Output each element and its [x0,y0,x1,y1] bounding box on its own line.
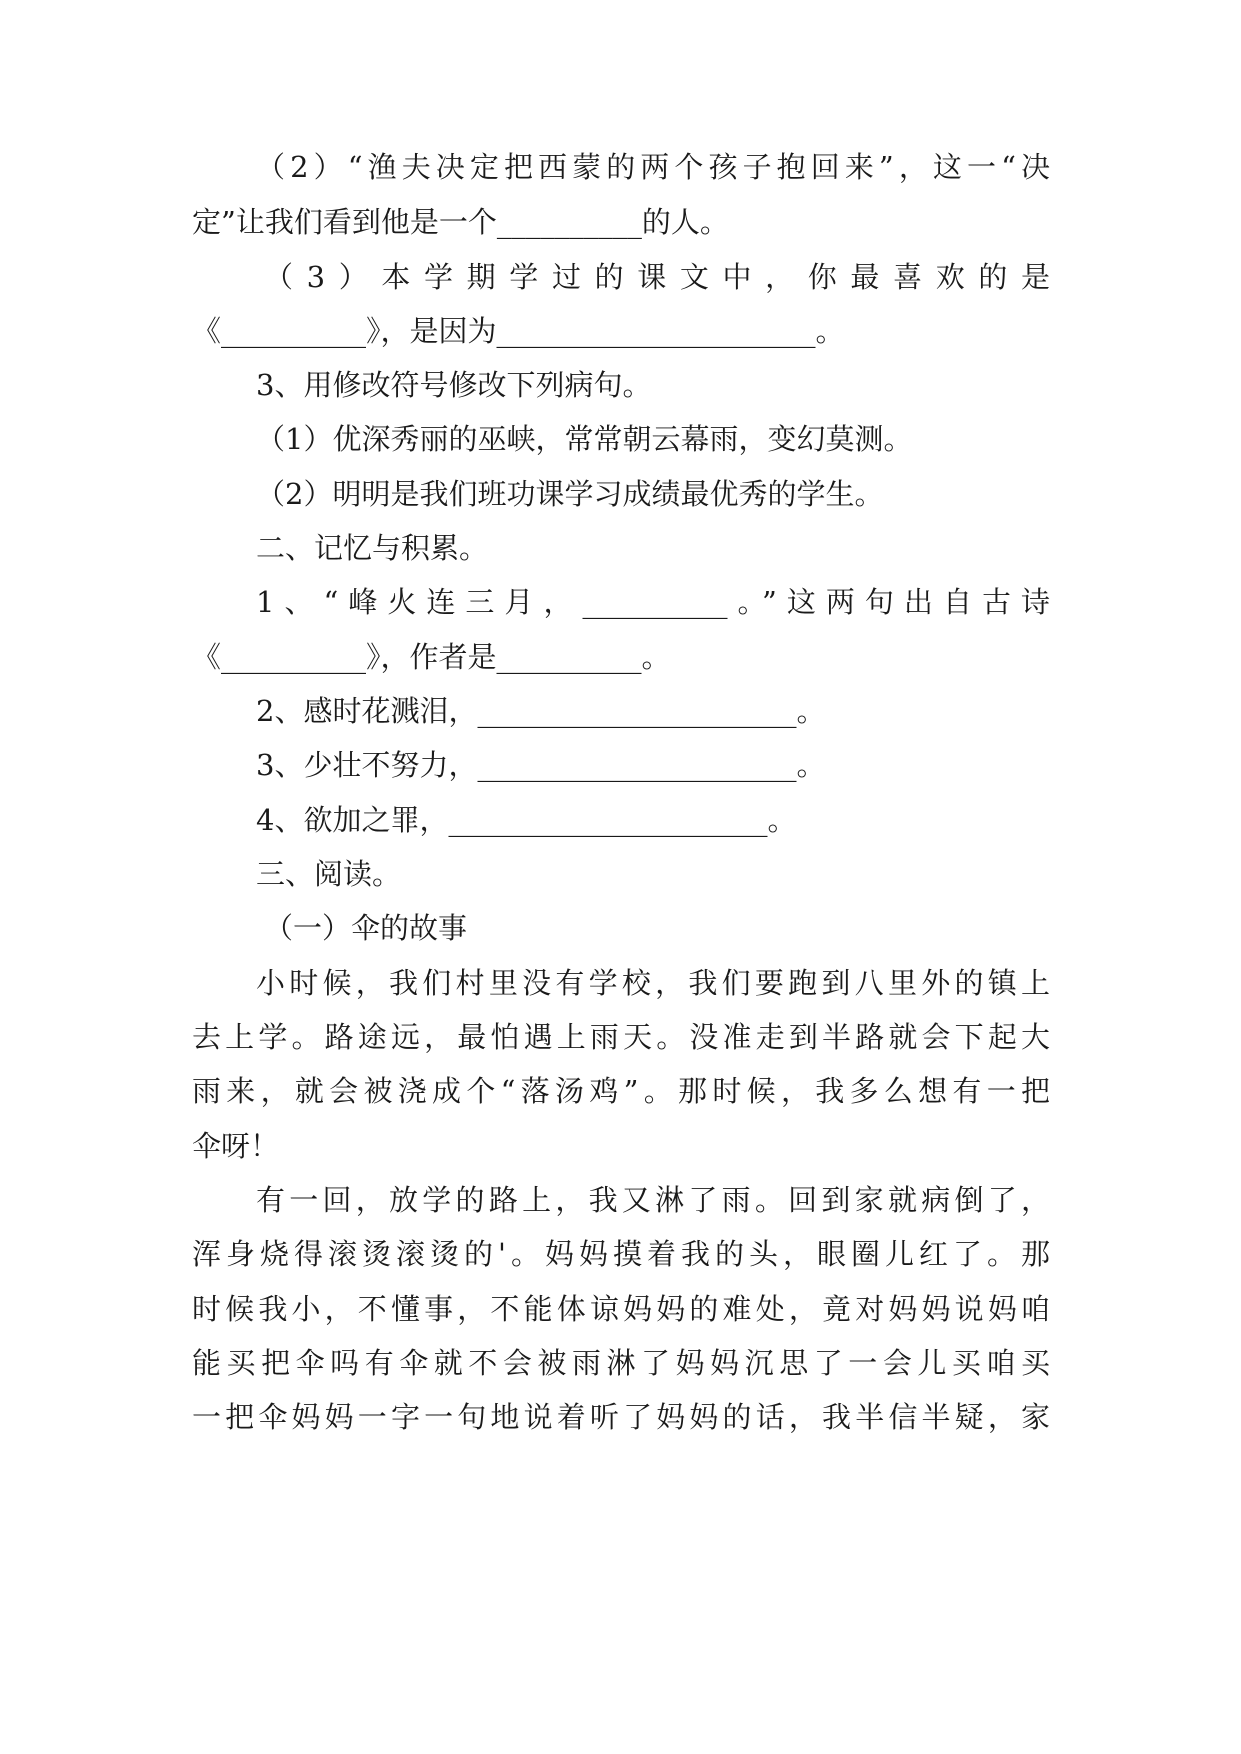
story-title: （一）伞的故事 [264,911,468,945]
text-line: 定”让我们看到他是一个__________的人。 [192,205,729,239]
text-line: （1）优深秀丽的巫峡，常常朝云幕雨，变幻莫测。 [256,422,913,456]
text-line: 能买把伞吗有伞就不会被雨淋了妈妈沉思了一会儿买咱买 [192,1346,1050,1380]
text-line: 一把伞妈妈一字一句地说着听了妈妈的话，我半信半疑，家 [192,1400,1050,1434]
text-line: 2、感时花溅泪，______________________。 [256,694,826,728]
section-heading: 三、阅读。 [256,857,402,891]
text-line: 3、少壮不努力，______________________。 [256,748,826,782]
text-line: 伞呀！ [192,1129,280,1163]
section-heading: 3、用修改符号修改下列病句。 [256,368,652,402]
text-line: （2）明明是我们班功课学习成绩最优秀的学生。 [256,477,884,511]
text-line: （2）“渔夫决定把西蒙的两个孩子抱回来”，这一“决 [256,150,1050,184]
text-line: 小时候，我们村里没有学校，我们要跑到八里外的镇上 [256,966,1050,1000]
text-line: 4、欲加之罪，______________________。 [256,803,797,837]
text-line: 去上学。路途远，最怕遇上雨天。没准走到半路就会下起大 [192,1020,1050,1054]
text-line: （3）本学期学过的课文中，你最喜欢的是 [264,260,1050,294]
text-line: 《__________》，是因为______________________。 [192,314,845,348]
text-line: 雨来，就会被浇成个“落汤鸡”。那时候，我多么想有一把 [192,1074,1050,1108]
text-line: 《__________》，作者是__________。 [192,640,671,674]
text-line: 有一回，放学的路上，我又淋了雨。回到家就病倒了， [256,1183,1050,1217]
section-heading: 二、记忆与积累。 [256,531,489,565]
text-line: 浑身烧得滚烫滚烫的'。妈妈摸着我的头，眼圈儿红了。那 [192,1237,1050,1271]
text-line: 1、“峰火连三月，__________。”这两句出自古诗 [256,585,1050,619]
text-line: 时候我小，不懂事，不能体谅妈妈的难处，竟对妈妈说妈咱 [192,1292,1050,1326]
